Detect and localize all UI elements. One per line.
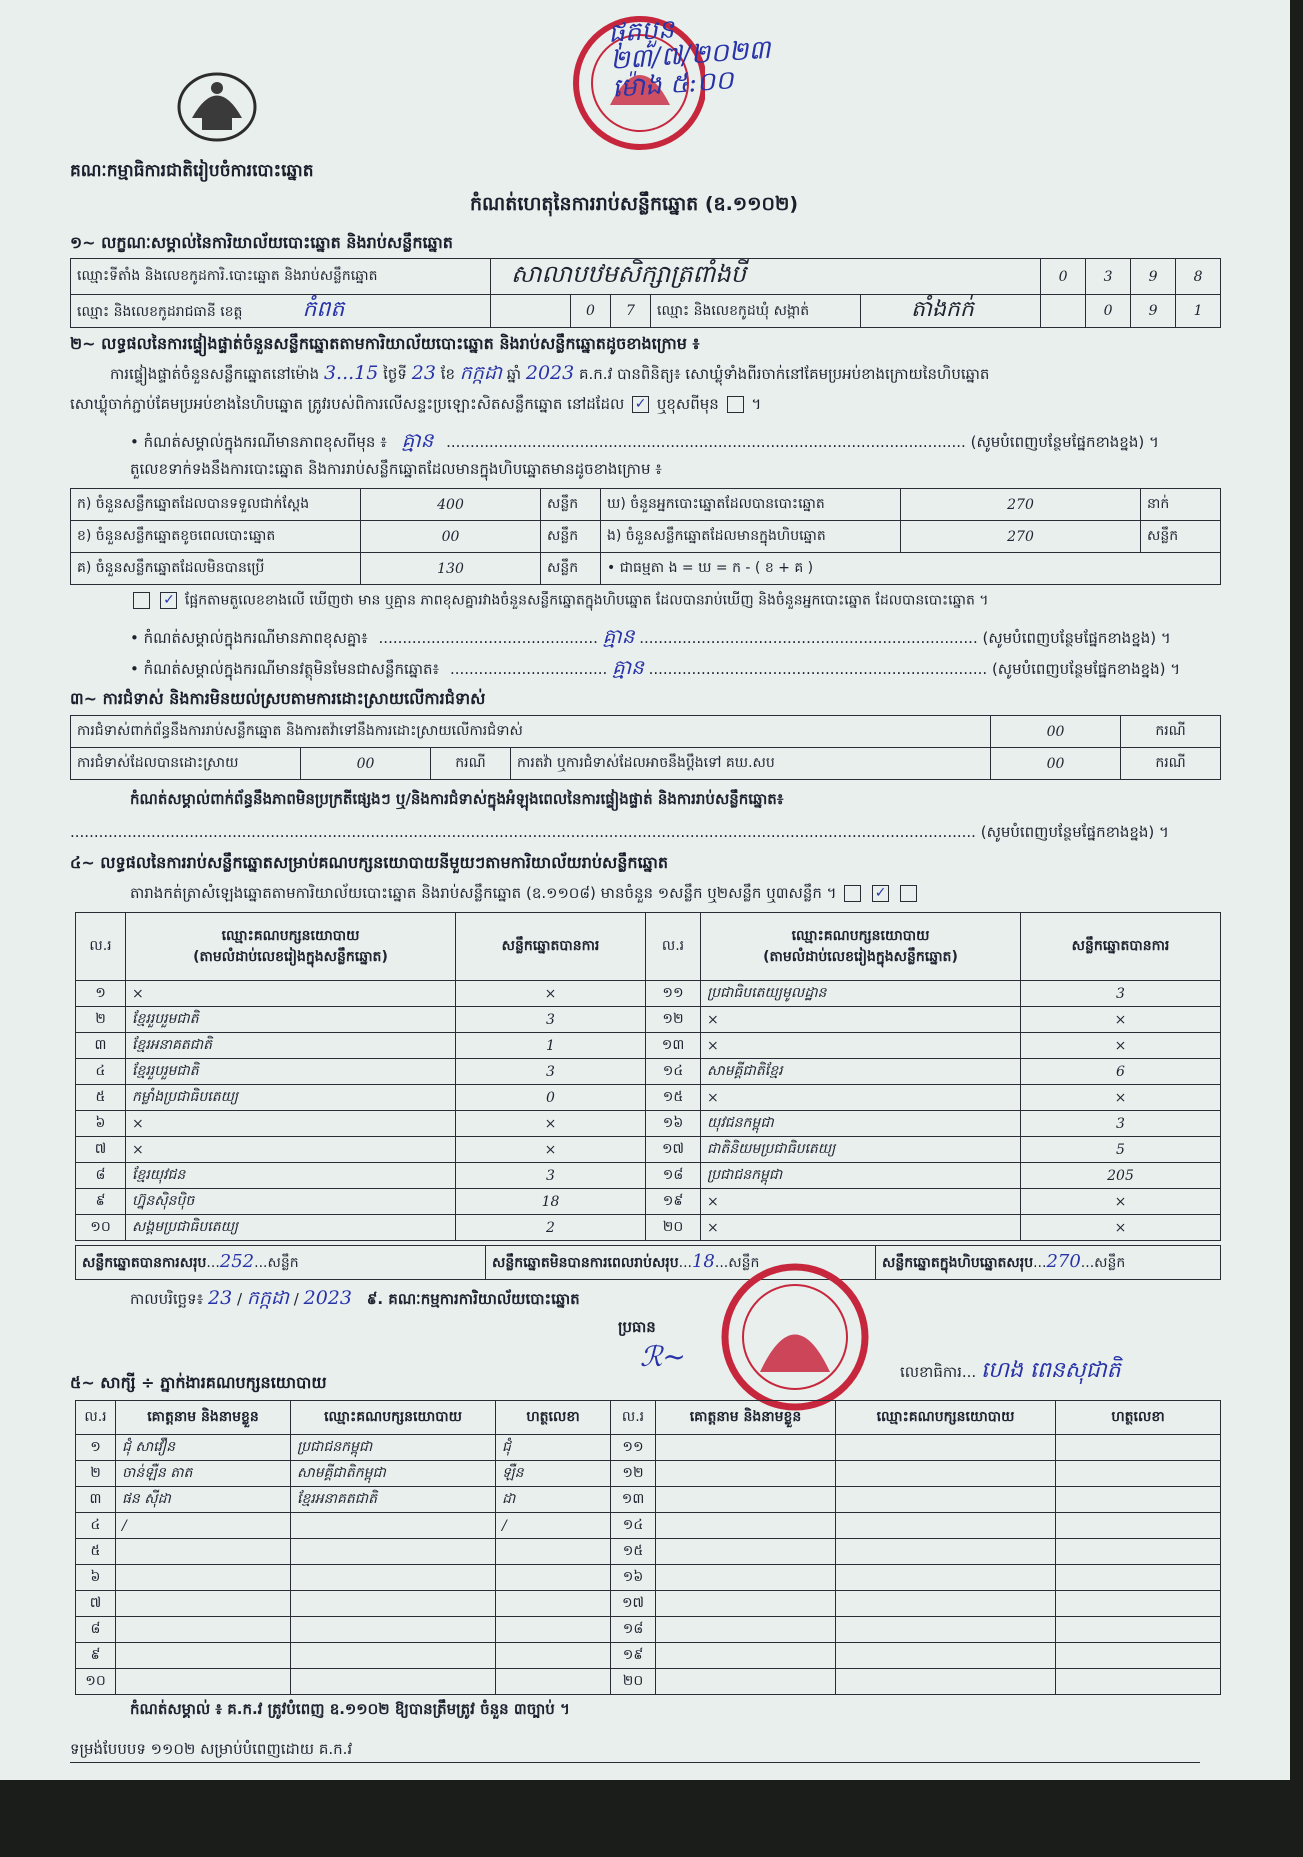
witness-signature bbox=[496, 1539, 611, 1565]
received-label: ក) ចំនួនសន្លឹកឆ្នោតដែលបានទទួលជាក់ស្តែង bbox=[71, 489, 361, 521]
witness-party bbox=[836, 1617, 1056, 1643]
row-number: ៤ bbox=[76, 1513, 116, 1539]
vote-count: × bbox=[1021, 1033, 1221, 1059]
committee-label: ៩. គណៈកម្មការការិយាល័យបោះឆ្នោត bbox=[366, 1290, 580, 1308]
unused-value: 130 bbox=[361, 553, 541, 585]
row-number: ១១ bbox=[611, 1435, 656, 1461]
in-box-value: 270 bbox=[901, 521, 1141, 553]
objection-value: 00 bbox=[991, 716, 1121, 748]
province-value: កំពត bbox=[302, 297, 345, 322]
unit: ករណី bbox=[431, 748, 511, 780]
total-valid: សន្លឹកឆ្នោតបានការសរុប...252...សន្លឹក bbox=[76, 1246, 486, 1280]
witness-party bbox=[291, 1565, 496, 1591]
party-name: ប្រជាជនកម្ពុជា bbox=[701, 1163, 1021, 1189]
col-no: ល.រ bbox=[76, 1401, 116, 1435]
party-name: × bbox=[701, 1007, 1021, 1033]
vote-count: 3 bbox=[1021, 1111, 1221, 1137]
irregularity-note: កំណត់សម្គាល់ពាក់ព័ន្ធនឹងភាពមិនប្រក្រតីផ្សេងៗ ឬ/និងការជំទាស់ក្នុងអំឡុងពេលនៃការផ្ទៀងផ្ទាត់ និងការរាប់សន្លឹកឆ្នោត៖ bbox=[130, 790, 784, 808]
witness-name bbox=[656, 1435, 836, 1461]
changed-checkbox bbox=[727, 396, 744, 413]
vote-count: × bbox=[456, 981, 646, 1007]
party-name: ខ្មែររួបរួមជាតិ bbox=[126, 1007, 456, 1033]
witness-signature bbox=[496, 1591, 611, 1617]
party-name: × bbox=[701, 1085, 1021, 1111]
col-signature: ហត្ថលេខា bbox=[1056, 1401, 1221, 1435]
witness-party bbox=[291, 1539, 496, 1565]
unit: សន្លឹក bbox=[541, 521, 601, 553]
witness-party bbox=[836, 1513, 1056, 1539]
section-4-heading: ៤~ លទ្ធផលនៃការរាប់សន្លឹកឆ្នោតសម្រាប់គណបក្សនយោបាយនីមួយៗតាមការិយាល័យរាប់សន្លឹកឆ្នោត bbox=[70, 853, 669, 872]
witness-party bbox=[836, 1539, 1056, 1565]
date-year: 2023 bbox=[303, 1287, 352, 1309]
results-row bbox=[76, 981, 1221, 1007]
commune-code-digit: 0 bbox=[1086, 295, 1131, 328]
secretary-line: លេខាធិការ... ហេង ពេនសុជាតិ bbox=[900, 1358, 1121, 1383]
results-totals bbox=[75, 1245, 1221, 1280]
results-row bbox=[76, 1163, 1221, 1189]
location-code-digit: 0 bbox=[1041, 259, 1086, 295]
row-number: ១៤ bbox=[646, 1059, 701, 1085]
witness-party: ខ្មែរអនាគតជាតិ bbox=[291, 1487, 496, 1513]
party-name: × bbox=[126, 1111, 456, 1137]
unused-label: គ) ចំនួនសន្លឹកឆ្នោតដែលមិនបានប្រើ bbox=[71, 553, 361, 585]
witness-table bbox=[75, 1400, 1221, 1695]
nec-emblem bbox=[172, 68, 262, 146]
vote-count: × bbox=[1021, 1189, 1221, 1215]
row-number: ៩ bbox=[76, 1189, 126, 1215]
row-number: ៤ bbox=[76, 1059, 126, 1085]
row-number: ៨ bbox=[76, 1163, 126, 1189]
witness-name: ចាន់ឡឺន តាត bbox=[116, 1461, 291, 1487]
row-number: ១៦ bbox=[646, 1111, 701, 1137]
row-number: ៦ bbox=[76, 1565, 116, 1591]
resolved-label: ការជំទាស់ដែលបានដោះស្រាយ bbox=[71, 748, 301, 780]
three-sheet-checkbox bbox=[900, 885, 917, 902]
witness-row bbox=[76, 1461, 1221, 1487]
date-line: កាលបរិច្ឆេទ៖ 23 / កក្កដា / 2023 ៩. គណៈកម្មការការិយាល័យបោះឆ្នោត bbox=[130, 1287, 580, 1309]
col-name: គោត្តនាម និងនាមខ្លួន bbox=[656, 1401, 836, 1435]
col-party: ឈ្មោះគណបក្សនយោបាយ bbox=[836, 1401, 1056, 1435]
witness-name bbox=[116, 1617, 291, 1643]
section-5-heading: ៥~ សាក្សី ÷ ភ្នាក់ងារគណបក្សនយោបាយ bbox=[70, 1373, 327, 1392]
figures-table bbox=[70, 488, 1221, 585]
voters-label: ឃ) ចំនួនអ្នកបោះឆ្នោតដែលបានបោះឆ្នោត bbox=[601, 489, 901, 521]
witness-signature bbox=[1056, 1565, 1221, 1591]
col-no: ល.រ bbox=[76, 913, 126, 981]
row-number: ៨ bbox=[76, 1617, 116, 1643]
witness-row bbox=[76, 1565, 1221, 1591]
party-name: ប្រជាធិបតេយ្យមូលដ្ឋាន bbox=[701, 981, 1021, 1007]
row-number: ៥ bbox=[76, 1539, 116, 1565]
row-number: ១៣ bbox=[646, 1033, 701, 1059]
party-name: × bbox=[701, 1189, 1021, 1215]
results-row bbox=[76, 1007, 1221, 1033]
witness-row bbox=[76, 1539, 1221, 1565]
party-name: × bbox=[701, 1215, 1021, 1241]
col-votes: សន្លឹកឆ្នោតបានការ bbox=[456, 913, 646, 981]
vote-count: × bbox=[1021, 1007, 1221, 1033]
witness-name: ផន ស៊ីដា bbox=[116, 1487, 291, 1513]
party-name: សង្គមប្រជាធិបតេយ្យ bbox=[126, 1215, 456, 1241]
irregularity-fill-line: .............................................................................................................................................................................................. (សូមបំពេញបន្ថែមផ្នែកខាងខ្នង) ។ bbox=[70, 823, 1169, 841]
chair-label: ប្រធាន bbox=[618, 1318, 656, 1336]
section-2-heading: ២~ លទ្ធផលនៃការផ្ទៀងផ្ទាត់ចំនួនសន្លឹកឆ្នោតតាមការិយាល័យបោះឆ្នោត និងរាប់សន្លឹកឆ្នោតដូចខាងក្រោម ៖ bbox=[70, 334, 700, 353]
witness-party bbox=[836, 1461, 1056, 1487]
row-number: ៣ bbox=[76, 1487, 116, 1513]
vote-count: 0 bbox=[456, 1085, 646, 1111]
row-number: ១៩ bbox=[646, 1189, 701, 1215]
footer-note: កំណត់សម្គាល់ ៖ គ.ក.វ ត្រូវបំពេញ ឧ.១១០២ ឱ្យបានត្រឹមត្រូវ ចំនួន ៣ច្បាប់ ។ bbox=[130, 1700, 570, 1718]
same-checkbox: ✓ bbox=[632, 396, 649, 413]
witness-party bbox=[291, 1513, 496, 1539]
vote-count: 3 bbox=[456, 1007, 646, 1033]
row-number: ៥ bbox=[76, 1085, 126, 1111]
witness-signature bbox=[496, 1565, 611, 1591]
party-name: ខ្មែររួបរួមជាតិ bbox=[126, 1059, 456, 1085]
witness-name bbox=[116, 1565, 291, 1591]
witness-row bbox=[76, 1487, 1221, 1513]
witness-party bbox=[836, 1669, 1056, 1695]
date-month: កក្កដា bbox=[246, 1287, 290, 1309]
witness-party bbox=[291, 1643, 496, 1669]
col-party: ឈ្មោះគណបក្សនយោបាយ (តាមលំដាប់លេខរៀងក្នុងសន្លឹកឆ្នោត) bbox=[701, 913, 1021, 981]
two-sheet-checkbox: ✓ bbox=[872, 885, 889, 902]
section-3-table bbox=[70, 715, 1221, 780]
row-number: ១៨ bbox=[646, 1163, 701, 1189]
results-row bbox=[76, 1085, 1221, 1111]
col-no: ល.រ bbox=[646, 913, 701, 981]
witness-name bbox=[116, 1643, 291, 1669]
row-number: ១ bbox=[76, 981, 126, 1007]
witness-name bbox=[656, 1513, 836, 1539]
spoiled-label: ខ) ចំនួនសន្លឹកឆ្នោតខូចពេលបោះឆ្នោត bbox=[71, 521, 361, 553]
vote-count: 3 bbox=[1021, 981, 1221, 1007]
witness-party bbox=[291, 1591, 496, 1617]
party-name: × bbox=[126, 981, 456, 1007]
row-number: ៧ bbox=[76, 1137, 126, 1163]
witness-signature bbox=[1056, 1513, 1221, 1539]
witness-signature bbox=[1056, 1539, 1221, 1565]
row-number: ១ bbox=[76, 1435, 116, 1461]
has-diff-checkbox bbox=[133, 592, 150, 609]
results-table bbox=[75, 912, 1221, 1241]
col-party: ឈ្មោះគណបក្សនយោបាយ bbox=[291, 1401, 496, 1435]
vote-count: 3 bbox=[456, 1163, 646, 1189]
witness-signature: ដា bbox=[496, 1487, 611, 1513]
witness-signature: ជុំ bbox=[496, 1435, 611, 1461]
row-number: ១៤ bbox=[611, 1513, 656, 1539]
party-name: × bbox=[701, 1033, 1021, 1059]
row-number: ២០ bbox=[646, 1215, 701, 1241]
witness-name bbox=[656, 1617, 836, 1643]
results-row bbox=[76, 1215, 1221, 1241]
col-party: ឈ្មោះគណបក្សនយោបាយ (តាមលំដាប់លេខរៀងក្នុងសន្លឹកឆ្នោត) bbox=[126, 913, 456, 981]
witness-party bbox=[836, 1643, 1056, 1669]
check-day: 23 bbox=[411, 362, 436, 384]
row-number: ១៧ bbox=[646, 1137, 701, 1163]
vote-count: × bbox=[456, 1137, 646, 1163]
row-number: ៣ bbox=[76, 1033, 126, 1059]
party-name: ហ្វ៊ុនស៊ិនប៉ិច bbox=[126, 1189, 456, 1215]
row-number: ១១ bbox=[646, 981, 701, 1007]
object-note-line: • កំណត់សម្គាល់ក្នុងករណីមានវត្ថុមិនមែនជាសន្លឹកឆ្នោត៖ ................................. គ្មាន ....................................................................... (សូមបំពេញបន្ថែមផ្នែកខាងខ្នង) ។ bbox=[130, 655, 1181, 679]
witness-signature bbox=[1056, 1643, 1221, 1669]
witness-row bbox=[76, 1513, 1221, 1539]
witness-name bbox=[656, 1643, 836, 1669]
vote-count: × bbox=[1021, 1085, 1221, 1111]
row-number: ១២ bbox=[611, 1461, 656, 1487]
row-number: ១៧ bbox=[611, 1591, 656, 1617]
vote-count: 3 bbox=[456, 1059, 646, 1085]
witness-signature bbox=[1056, 1435, 1221, 1461]
witness-name bbox=[116, 1591, 291, 1617]
witness-signature: ឡឺន bbox=[496, 1461, 611, 1487]
row-number: ១៨ bbox=[611, 1617, 656, 1643]
row-number: ៩ bbox=[76, 1643, 116, 1669]
col-name: គោត្តនាម និងនាមខ្លួន bbox=[116, 1401, 291, 1435]
witness-name bbox=[116, 1539, 291, 1565]
results-row bbox=[76, 1137, 1221, 1163]
witness-name bbox=[656, 1669, 836, 1695]
row-number: ១២ bbox=[646, 1007, 701, 1033]
witness-name bbox=[656, 1461, 836, 1487]
row-number: ២០ bbox=[611, 1669, 656, 1695]
party-name: ខ្មែរយុវជន bbox=[126, 1163, 456, 1189]
witness-party bbox=[291, 1669, 496, 1695]
row-number: ១៥ bbox=[611, 1539, 656, 1565]
objection-label: ការជំទាស់ពាក់ព័ន្ធនឹងការរាប់សន្លឹកឆ្នោត និងការតវ៉ាទៅនឹងការដោះស្រាយលើការជំទាស់ bbox=[71, 716, 991, 748]
location-code-digit: 3 bbox=[1086, 259, 1131, 295]
diff-note-value: គ្មាន bbox=[602, 624, 635, 648]
vote-count: 5 bbox=[1021, 1137, 1221, 1163]
no-diff-checkbox: ✓ bbox=[160, 592, 177, 609]
vote-count: 2 bbox=[456, 1215, 646, 1241]
note-line: • កំណត់សម្គាល់ក្នុងករណីមានភាពខុសពីមុន ៖ គ្មាន ............................................................................................................. (សូមបំពេញបន្ថែមផ្នែកខាងខ្នង) ។ bbox=[130, 428, 1159, 452]
chair-signature: ℛ~ bbox=[640, 1340, 686, 1373]
witness-signature bbox=[496, 1669, 611, 1695]
col-votes: សន្លឹកឆ្នោតបានការ bbox=[1021, 913, 1221, 981]
unit: សន្លឹក bbox=[1141, 521, 1221, 553]
location-code-digit: 9 bbox=[1131, 259, 1176, 295]
row-number: ១៥ bbox=[646, 1085, 701, 1111]
party-name: ខ្មែរអនាគតជាតិ bbox=[126, 1033, 456, 1059]
vote-count: × bbox=[456, 1111, 646, 1137]
witness-signature bbox=[1056, 1461, 1221, 1487]
resolved-value: 00 bbox=[301, 748, 431, 780]
party-name: កម្លាំងប្រជាធិបតេយ្យ bbox=[126, 1085, 456, 1111]
location-label: ឈ្មោះទីតាំង និងលេខកូដការិ.បោះឆ្នោត និងរាប់សន្លឹកឆ្នោត bbox=[71, 259, 491, 295]
witness-name bbox=[656, 1591, 836, 1617]
witness-signature bbox=[1056, 1591, 1221, 1617]
section-1-heading: ១~ លក្ខណៈសម្គាល់នៃការិយាល័យបោះឆ្នោត និងរាប់សន្លឹកឆ្នោត bbox=[70, 233, 453, 252]
spoiled-value: 00 bbox=[361, 521, 541, 553]
party-name: យុវជនកម្ពុជា bbox=[701, 1111, 1021, 1137]
unit: សន្លឹក bbox=[541, 489, 601, 521]
note-value: គ្មាន bbox=[401, 428, 434, 452]
witness-name bbox=[116, 1669, 291, 1695]
witness-party bbox=[836, 1435, 1056, 1461]
results-row bbox=[76, 1189, 1221, 1215]
row-number: ១០ bbox=[76, 1215, 126, 1241]
witness-party bbox=[836, 1487, 1056, 1513]
appeal-value: 00 bbox=[991, 748, 1121, 780]
section-1-table bbox=[70, 258, 1221, 328]
province-label: ឈ្មោះ និងលេខកូដរាជធានី ខេត្ត កំពត bbox=[71, 295, 491, 328]
commune-value: តាំងកក់ bbox=[861, 295, 1041, 328]
org-name: គណៈកម្មាធិការជាតិរៀបចំការបោះឆ្នោត bbox=[70, 161, 314, 181]
received-value: 400 bbox=[361, 489, 541, 521]
row-number: ១៣ bbox=[611, 1487, 656, 1513]
formula: • ជាធម្មតា ង = ឃ = ក - ( ខ + គ ) bbox=[601, 553, 1221, 585]
witness-signature bbox=[496, 1643, 611, 1669]
row-number: ១៩ bbox=[611, 1643, 656, 1669]
witness-signature bbox=[1056, 1669, 1221, 1695]
secretary-signature: ហេង ពេនសុជាតិ bbox=[980, 1358, 1121, 1383]
total-in-box: សន្លឹកឆ្នោតក្នុងហិបឆ្នោតសរុប...270...សន្លឹក bbox=[876, 1246, 1221, 1280]
witness-row bbox=[76, 1669, 1221, 1695]
witness-party bbox=[291, 1617, 496, 1643]
date-day: 23 bbox=[208, 1287, 233, 1309]
figures-intro: តួលេខទាក់ទងនឹងការបោះឆ្នោត និងការរាប់សន្លឹកឆ្នោតដែលមានក្នុងហិបឆ្នោតមានដូចខាងក្រោម ៖ bbox=[130, 460, 662, 478]
vote-count: 18 bbox=[456, 1189, 646, 1215]
section-3-heading: ៣~ ការជំទាស់ និងការមិនយល់ស្របតាមការដោះស្រាយលើការជំទាស់ bbox=[70, 689, 486, 708]
commune-label: ឈ្មោះ និងលេខកូដឃុំ សង្កាត់ bbox=[651, 295, 861, 328]
witness-signature bbox=[496, 1617, 611, 1643]
province-code-digit: 0 bbox=[571, 295, 611, 328]
witness-name bbox=[656, 1539, 836, 1565]
check-time-line: ការផ្ទៀងផ្ទាត់ចំនួនសន្លឹកឆ្នោតនៅម៉ោង 3...15 ថ្ងៃទី 23 ខែ កក្កដា ឆ្នាំ 2023 គ.ក.វ បានពិនិត្យ៖ សោឃ្លុំទាំងពីរចាក់នៅគែមប្រអប់ខាងក្រោយនៃហិបឆ្នោត bbox=[110, 362, 990, 384]
row-number: ៦ bbox=[76, 1111, 126, 1137]
total-invalid: សន្លឹកឆ្នោតមិនបានការពេលរាប់សរុប...18...សន្លឹក bbox=[486, 1246, 876, 1280]
location-value: សាលាបឋមសិក្សាត្រពាំងបី bbox=[491, 259, 1041, 295]
row-number: ២ bbox=[76, 1007, 126, 1033]
witness-name: ជុំ សាវឿន bbox=[116, 1435, 291, 1461]
diff-note-line: • កំណត់សម្គាល់ក្នុងករណីមានភាពខុសគ្នា៖ .............................................. គ្មាន ....................................................................... (សូមបំពេញបន្ថែមផ្នែកខាងខ្នង) ។ bbox=[130, 624, 1171, 648]
party-name: ជាតិនិយមប្រជាធិបតេយ្យ bbox=[701, 1137, 1021, 1163]
province-spacer bbox=[491, 295, 571, 328]
check-month: កក្កដា bbox=[459, 362, 502, 384]
unit: សន្លឹក bbox=[541, 553, 601, 585]
results-row bbox=[76, 1111, 1221, 1137]
witness-row bbox=[76, 1591, 1221, 1617]
one-sheet-checkbox bbox=[844, 885, 861, 902]
appeal-label: ការតវ៉ា ឬការជំទាស់ដែលអាចនឹងប្តឹងទៅ គឃ.សប bbox=[511, 748, 991, 780]
witness-party bbox=[836, 1591, 1056, 1617]
commune-code-digit: 9 bbox=[1131, 295, 1176, 328]
row-number: ៧ bbox=[76, 1591, 116, 1617]
unit: ករណី bbox=[1121, 748, 1221, 780]
vote-count: 6 bbox=[1021, 1059, 1221, 1085]
seal-check-line: សោឃ្លុំចាក់ភ្ជាប់គែមប្រអប់ខាងនៃហិបឆ្នោត ត្រូវរបស់ពិការលើសន្ទះប្រឡោះសិតសន្លឹកឆ្នោត នៅដដែល ✓ ឬខុសពីមុន ។ bbox=[70, 395, 762, 413]
witness-name: / bbox=[116, 1513, 291, 1539]
stamp-handwriting: ផុតបួន ២៣/៧/២០២៣ ម៉ោង ៥:០០ bbox=[607, 14, 772, 104]
voters-value: 270 bbox=[901, 489, 1141, 521]
vote-count: 205 bbox=[1021, 1163, 1221, 1189]
col-no: ល.រ bbox=[611, 1401, 656, 1435]
unit: នាក់ bbox=[1141, 489, 1221, 521]
check-year: 2023 bbox=[525, 362, 575, 384]
witness-party bbox=[836, 1565, 1056, 1591]
witness-name bbox=[656, 1565, 836, 1591]
row-number: ២ bbox=[76, 1461, 116, 1487]
tally-sheet-line: តារាងកត់ត្រាសំឡេងឆ្នោតតាមការិយាល័យបោះឆ្នោត និងរាប់សន្លឹកឆ្នោត (ឧ.១១០៨) មានចំនួន ១សន្លឹក ឬ២សន្លឹក ឬ៣សន្លឹក ។ ✓ bbox=[130, 884, 920, 902]
commune-code-spacer bbox=[1041, 295, 1086, 328]
unit: ករណី bbox=[1121, 716, 1221, 748]
row-number: ១០ bbox=[76, 1669, 116, 1695]
vote-count: 1 bbox=[456, 1033, 646, 1059]
vote-count: × bbox=[1021, 1215, 1221, 1241]
committee-stamp bbox=[720, 1262, 870, 1412]
form-footer: ទម្រង់បែបបទ ១១០២ សម្រាប់បំពេញដោយ គ.ក.វ bbox=[70, 1740, 353, 1758]
results-row bbox=[76, 1033, 1221, 1059]
witness-signature: / bbox=[496, 1513, 611, 1539]
col-signature: ហត្ថលេខា bbox=[496, 1401, 611, 1435]
check-time: 3...15 bbox=[323, 362, 379, 384]
witness-row bbox=[76, 1617, 1221, 1643]
party-name: សាមគ្គីជាតិខ្មែរ bbox=[701, 1059, 1021, 1085]
witness-signature bbox=[1056, 1487, 1221, 1513]
province-code-digit: 7 bbox=[611, 295, 651, 328]
location-code-digit: 8 bbox=[1176, 259, 1221, 295]
object-note-value: គ្មាន bbox=[612, 655, 644, 679]
form-title: កំណត់ហេតុនៃការរាប់សន្លឹកឆ្នោត (ឧ.១១០២) bbox=[470, 193, 799, 215]
commune-code-digit: 1 bbox=[1176, 295, 1221, 328]
witness-party: ប្រជាជនកម្ពុជា bbox=[291, 1435, 496, 1461]
witness-row bbox=[76, 1435, 1221, 1461]
witness-signature bbox=[1056, 1617, 1221, 1643]
witness-party: សាមគ្គីជាតិកម្ពុជា bbox=[291, 1461, 496, 1487]
party-name: × bbox=[126, 1137, 456, 1163]
witness-name bbox=[656, 1487, 836, 1513]
row-number: ១៦ bbox=[611, 1565, 656, 1591]
compare-line: ✓ ផ្អែកតាមតួលេខខាងលើ ឃើញថា មាន ឬគ្មាន ភាពខុសគ្នារវាងចំនួនសន្លឹកឆ្នោតក្នុងហិបឆ្នោត ដែលបានរាប់ឃើញ និងចំនួនអ្នកបោះឆ្នោត ដែលបានបោះឆ្នោត ។ bbox=[130, 592, 989, 609]
witness-row bbox=[76, 1643, 1221, 1669]
footer-divider bbox=[70, 1762, 1200, 1763]
results-row bbox=[76, 1059, 1221, 1085]
in-box-label: ង) ចំនួនសន្លឹកឆ្នោតដែលមានក្នុងហិបឆ្នោត bbox=[601, 521, 901, 553]
